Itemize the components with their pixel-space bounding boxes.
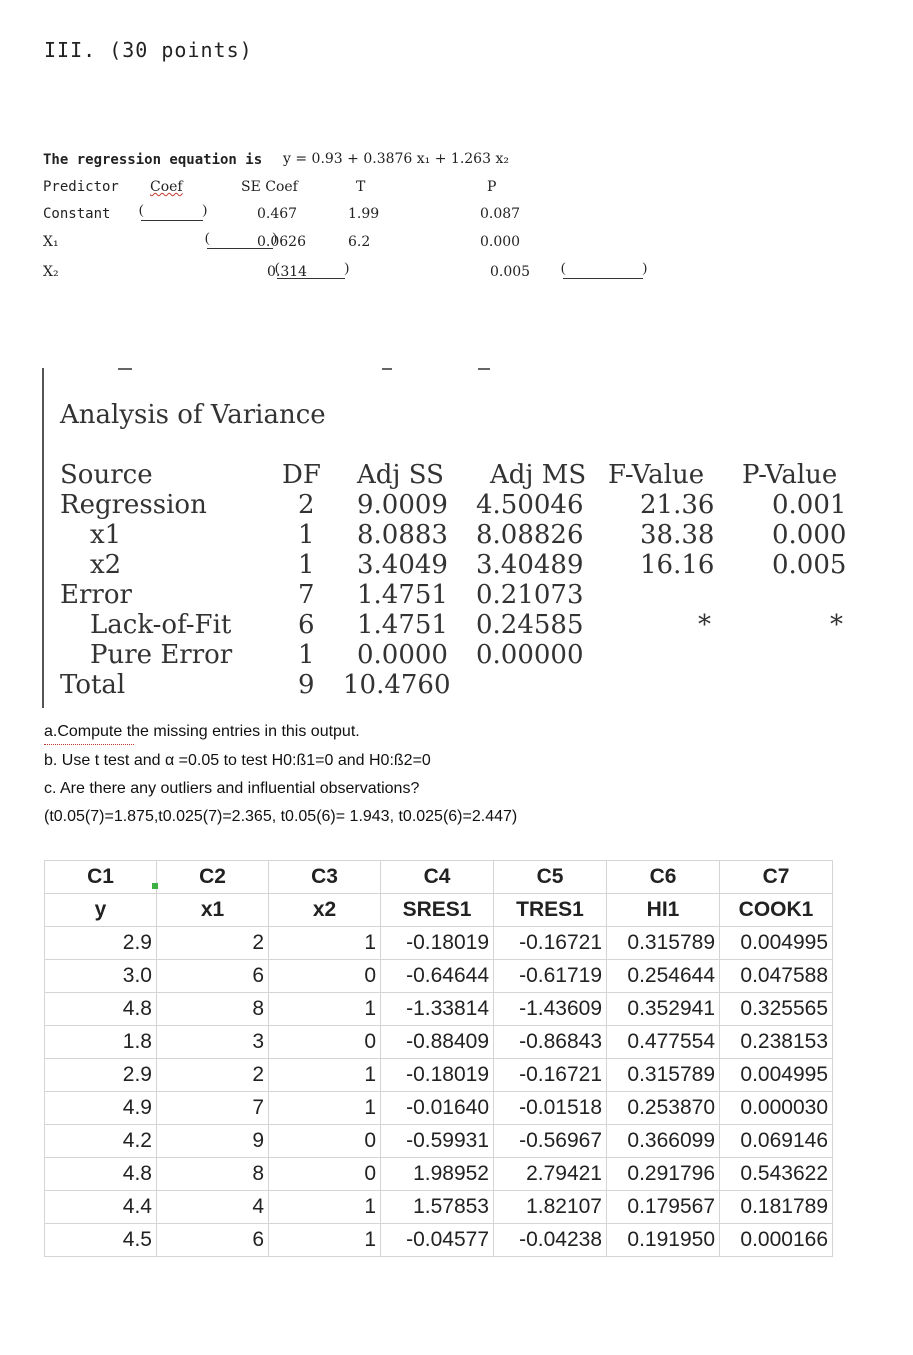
anova-header-f-value: F-Value (608, 460, 705, 490)
table-cell[interactable]: 1 (269, 1224, 381, 1257)
regression-equation-formula: y = 0.93 + 0.3876 x₁ + 1.263 x₂ (283, 151, 509, 167)
table-cell[interactable]: 0.366099 (607, 1125, 720, 1158)
table-row (45, 1158, 833, 1191)
table-cell[interactable]: -0.04577 (381, 1224, 494, 1257)
top-dash-1 (118, 368, 132, 370)
anova-p-x1: 0.000 (772, 520, 847, 550)
table-cell[interactable]: 0.004995 (720, 927, 833, 960)
table-cell[interactable]: 2 (157, 927, 269, 960)
table-cell[interactable]: 2.9 (45, 927, 157, 960)
table-cell[interactable]: -1.33814 (381, 993, 494, 1026)
regression-equation-label: The regression equation is (43, 152, 263, 168)
anova-p-x2: 0.005 (772, 550, 847, 580)
table-cell[interactable]: 1.8 (45, 1026, 157, 1059)
anova-header-adj-ms: Adj MS (490, 460, 587, 490)
table-row (45, 1125, 833, 1158)
row-constant-se: 0.467 (257, 206, 298, 222)
table-row (45, 1026, 833, 1059)
table-cell[interactable]: 0 (269, 1026, 381, 1059)
header-p: P (487, 179, 497, 195)
column-name-cell[interactable]: TRES1 (494, 894, 607, 927)
table-cell[interactable]: -0.59931 (381, 1125, 494, 1158)
anova-df-total: 9 (298, 670, 315, 700)
table-cell[interactable]: -0.01518 (494, 1092, 607, 1125)
column-name-cell[interactable]: SRES1 (381, 894, 494, 927)
anova-ms-x1: 8.08826 (476, 520, 584, 550)
table-cell[interactable]: 4.8 (45, 1158, 157, 1191)
anova-source-x1: x1 (90, 520, 122, 550)
anova-source-lack-of-fit: Lack-of-Fit (90, 610, 232, 640)
anova-f-regression: 21.36 (640, 490, 715, 520)
residual-data-table (44, 860, 833, 1257)
row-constant-predictor: Constant (43, 206, 111, 222)
table-cell[interactable]: 9 (157, 1125, 269, 1158)
table-cell[interactable]: 6 (157, 1224, 269, 1257)
table-cell[interactable]: 2.9 (45, 1059, 157, 1092)
table-cell[interactable]: 1 (269, 1092, 381, 1125)
column-id-cell[interactable]: C1 (45, 861, 157, 894)
question-a-spellcheck-underline (44, 740, 134, 745)
table-row (45, 960, 833, 993)
table-cell[interactable]: 8 (157, 1158, 269, 1191)
table-cell[interactable]: 6 (157, 960, 269, 993)
table-cell[interactable]: 0.238153 (720, 1026, 833, 1059)
anova-df-error: 7 (298, 580, 315, 610)
table-cell[interactable]: -0.04238 (494, 1224, 607, 1257)
table-cell[interactable]: 4.9 (45, 1092, 157, 1125)
table-row (45, 1191, 833, 1224)
column-id-cell[interactable]: C6 (607, 861, 720, 894)
table-row (45, 993, 833, 1026)
table-cell[interactable]: 0.254644 (607, 960, 720, 993)
table-cell[interactable]: 3 (157, 1026, 269, 1059)
anova-df-regression: 2 (298, 490, 315, 520)
table-cell[interactable]: 0.047588 (720, 960, 833, 993)
table-cell[interactable]: 1.98952 (381, 1158, 494, 1191)
anova-header-df: DF (282, 460, 321, 490)
column-name-cell[interactable]: HI1 (607, 894, 720, 927)
table-cell[interactable]: 0.000166 (720, 1224, 833, 1257)
table-cell[interactable]: 1.82107 (494, 1191, 607, 1224)
anova-ss-x2: 3.4049 (357, 550, 448, 580)
problem-heading: III. (30 points) (44, 38, 253, 62)
table-cell[interactable]: 0.069146 (720, 1125, 833, 1158)
table-cell[interactable]: -0.64644 (381, 960, 494, 993)
column-flag-icon (152, 883, 158, 889)
table-cell[interactable]: -0.16721 (494, 927, 607, 960)
anova-source-x2: x2 (90, 550, 122, 580)
anova-ss-error: 1.4751 (357, 580, 448, 610)
anova-df-lack-of-fit: 6 (298, 610, 315, 640)
table-cell[interactable]: -0.18019 (381, 1059, 494, 1092)
column-id-cell[interactable]: C7 (720, 861, 833, 894)
table-cell[interactable]: 1.57853 (381, 1191, 494, 1224)
table-cell[interactable]: 0.253870 (607, 1092, 720, 1125)
question-a-text: a.Compute the missing entries in this output. (44, 723, 360, 740)
table-cell[interactable]: 0.181789 (720, 1191, 833, 1224)
question-a (44, 723, 360, 741)
header-predictor: Predictor (43, 179, 119, 195)
header-coef: Coef (150, 179, 183, 195)
column-name-row (45, 894, 833, 927)
table-cell[interactable]: 0.315789 (607, 1059, 720, 1092)
table-cell[interactable]: 1 (269, 993, 381, 1026)
anova-ss-total: 10.4760 (343, 670, 451, 700)
anova-left-rule (42, 368, 44, 708)
row-x2-se: 0.314 (267, 264, 308, 280)
top-dash-3 (478, 368, 490, 370)
table-cell[interactable]: 4.2 (45, 1125, 157, 1158)
table-cell[interactable]: 0 (269, 960, 381, 993)
anova-source-error: Error (60, 580, 132, 610)
table-cell[interactable]: 0 (269, 1125, 381, 1158)
table-cell[interactable]: 4.8 (45, 993, 157, 1026)
table-cell[interactable]: 1 (269, 927, 381, 960)
row-x2-predictor: X₂ (43, 264, 59, 280)
table-cell[interactable]: 8 (157, 993, 269, 1026)
top-dash-2 (382, 368, 392, 370)
question-b: b. Use t test and α =0.05 to test H0:ß1=0 and H0:ß2=0 (44, 752, 431, 769)
table-cell[interactable]: 4.5 (45, 1224, 157, 1257)
table-cell[interactable]: 0.004995 (720, 1059, 833, 1092)
anova-df-x2: 1 (298, 550, 315, 580)
anova-p-regression: 0.001 (772, 490, 847, 520)
anova-ms-x2: 3.40489 (476, 550, 584, 580)
anova-title: Analysis of Variance (60, 400, 326, 430)
table-row (45, 1092, 833, 1125)
anova-df-x1: 1 (298, 520, 315, 550)
column-id-cell[interactable]: C5 (494, 861, 607, 894)
constant-coef-blank (141, 206, 203, 221)
table-cell[interactable]: 4 (157, 1191, 269, 1224)
table-row (45, 927, 833, 960)
anova-f-x1: 38.38 (640, 520, 715, 550)
anova-source-total: Total (60, 670, 126, 700)
table-row (45, 1224, 833, 1257)
table-cell[interactable]: -0.61719 (494, 960, 607, 993)
table-cell[interactable]: 0.191950 (607, 1224, 720, 1257)
table-cell[interactable]: 4.4 (45, 1191, 157, 1224)
table-cell[interactable]: -0.18019 (381, 927, 494, 960)
column-id-cell[interactable]: C3 (269, 861, 381, 894)
table-cell[interactable]: -0.88409 (381, 1026, 494, 1059)
row-x1-se: 0.0626 (257, 234, 306, 250)
anova-ss-pure-error: 0.0000 (357, 640, 448, 670)
table-cell[interactable]: 0.352941 (607, 993, 720, 1026)
table-cell[interactable]: 3.0 (45, 960, 157, 993)
anova-ms-error: 0.21073 (476, 580, 584, 610)
row-constant-t: 1.99 (348, 206, 380, 222)
row-x1-predictor: X₁ (43, 234, 59, 250)
anova-ss-x1: 8.0883 (357, 520, 448, 550)
table-cell[interactable]: 0.179567 (607, 1191, 720, 1224)
column-id-cell[interactable]: C2 (157, 861, 269, 894)
table-cell[interactable]: -0.16721 (494, 1059, 607, 1092)
header-se-coef: SE Coef (241, 179, 298, 195)
table-cell[interactable]: 7 (157, 1092, 269, 1125)
column-name-cell[interactable]: x2 (269, 894, 381, 927)
table-cell[interactable]: 0.477554 (607, 1026, 720, 1059)
column-name-cell[interactable]: y (45, 894, 157, 927)
question-c: c. Are there any outliers and influential observations? (44, 780, 420, 797)
anova-header-source: Source (60, 460, 153, 490)
table-cell[interactable]: 0.000030 (720, 1092, 833, 1125)
anova-source-pure-error: Pure Error (90, 640, 233, 670)
row-x1-p: 0.000 (480, 234, 521, 250)
table-row (45, 1059, 833, 1092)
table-cell[interactable]: -0.01640 (381, 1092, 494, 1125)
anova-f-lack-of-fit: * (698, 610, 711, 640)
table-cell[interactable]: 1 (269, 1191, 381, 1224)
header-t: T (356, 179, 366, 195)
table-cell[interactable]: 0.315789 (607, 927, 720, 960)
table-cell[interactable]: 2 (157, 1059, 269, 1092)
column-id-row (45, 861, 833, 894)
table-cell[interactable]: 0.291796 (607, 1158, 720, 1191)
row-constant-p: 0.087 (480, 206, 521, 222)
anova-ss-regression: 9.0009 (357, 490, 448, 520)
row-x2-p: 0.005 (490, 264, 531, 280)
table-cell[interactable]: 1 (269, 1059, 381, 1092)
anova-df-pure-error: 1 (298, 640, 315, 670)
x2-t-blank (563, 264, 643, 279)
table-cell[interactable]: 0 (269, 1158, 381, 1191)
table-cell[interactable]: -0.86843 (494, 1026, 607, 1059)
t-critical-values: (t0.05(7)=1.875,t0.025(7)=2.365, t0.05(6)= 1.943, t0.025(6)=2.447) (44, 808, 518, 825)
anova-ss-lack-of-fit: 1.4751 (357, 610, 448, 640)
anova-header-adj-ss: Adj SS (357, 460, 444, 490)
column-name-cell[interactable]: x1 (157, 894, 269, 927)
table-cell[interactable]: -1.43609 (494, 993, 607, 1026)
anova-ms-lack-of-fit: 0.24585 (476, 610, 584, 640)
table-cell[interactable]: 0.325565 (720, 993, 833, 1026)
anova-ms-pure-error: 0.00000 (476, 640, 584, 670)
anova-f-x2: 16.16 (640, 550, 715, 580)
table-cell[interactable]: 0.543622 (720, 1158, 833, 1191)
table-cell[interactable]: -0.56967 (494, 1125, 607, 1158)
anova-ms-regression: 4.50046 (476, 490, 584, 520)
column-name-cell[interactable]: COOK1 (720, 894, 833, 927)
row-x1-t: 6.2 (348, 234, 371, 250)
anova-header-p-value: P-Value (742, 460, 838, 490)
anova-source-regression: Regression (60, 490, 207, 520)
anova-p-lack-of-fit: * (830, 610, 843, 640)
column-id-cell[interactable]: C4 (381, 861, 494, 894)
table-cell[interactable]: 2.79421 (494, 1158, 607, 1191)
